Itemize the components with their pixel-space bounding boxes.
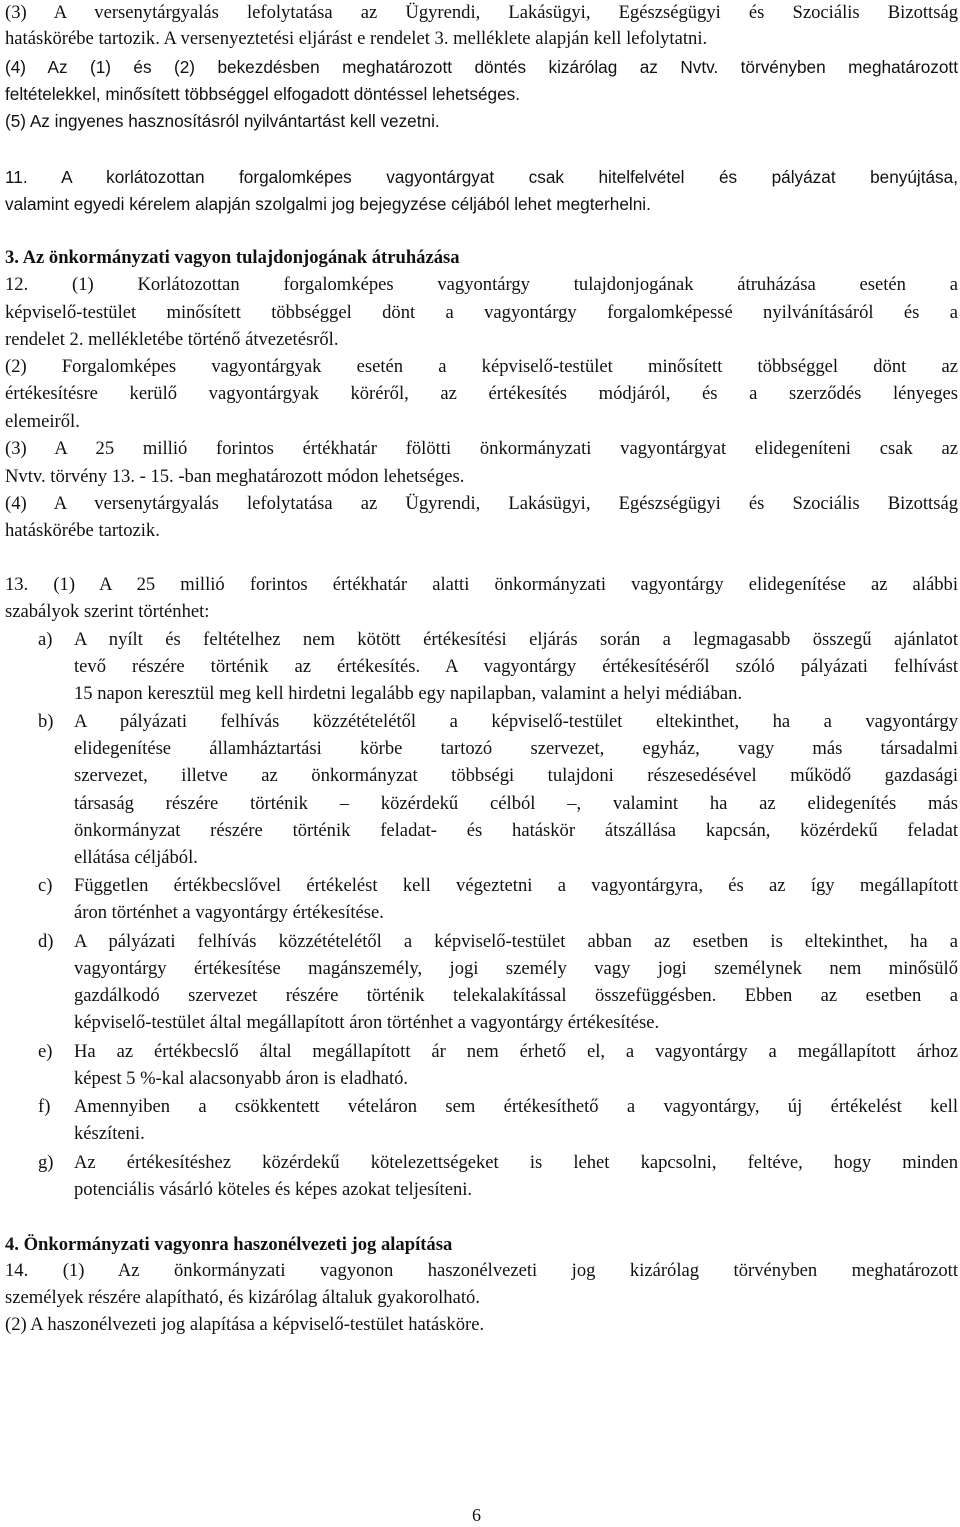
text-line: (4) A versenytárgyalás lefolytatása az Ügyrendi, Lakásügyi, Egészségügyi és Szociális Bizottság	[5, 493, 958, 514]
list-item-line: potenciális vásárló köteles és képes azokat teljesíteni.	[74, 1179, 473, 1200]
text-line: hatáskörébe tartozik.	[5, 520, 160, 541]
list-item-line: Ha az értékbecslő által megállapított ár nem érhető el, a vagyontárgy a megállapított árhoz	[74, 1041, 958, 1062]
list-item-line: gazdálkodó szervezet részére történik telekalakítással összefüggésben. Ebben az esetben a	[74, 985, 958, 1006]
list-item-line: társaság részére történik – közérdekű célból –, valamint ha az elidegenítés más	[74, 793, 958, 814]
list-item-line: elidegenítése államháztartási körbe tartozó szervezet, egyház, vagy más társadalmi	[74, 738, 958, 759]
text-line: értékesítésre kerülő vagyontárgyak köréről, az értékesítés módjáról, és a szerződés lényeges	[5, 383, 958, 404]
text-line: elemeiről.	[5, 411, 80, 432]
page-number: 6	[472, 1505, 481, 1525]
text-line: (2) Forgalomképes vagyontárgyak esetén a képviselő-testület minősített többséggel dönt az	[5, 356, 958, 377]
text-line: valamint egyedi kérelem alapján szolgalmi jog bejegyzése céljából lehet megterhelni.	[5, 194, 651, 214]
text-line: képviselő-testület minősített többséggel dönt a vagyontárgy forgalomképessé nyilvánításáról és a	[5, 302, 958, 323]
text-line: 14. (1) Az önkormányzati vagyonon haszonélvezeti jog kizárólag törvényben meghatározott	[5, 1260, 958, 1281]
list-marker: e)	[38, 1041, 53, 1062]
text-line: (3) A 25 millió forintos értékhatár fölötti önkormányzati vagyontárgyat elidegeníteni csak az	[5, 438, 958, 459]
list-item-line: szervezet, illetve az önkormányzat többségi tulajdoni részesedésével működő gazdasági	[74, 765, 958, 786]
list-item-line: tevő részére történik az értékesítés. A vagyontárgy értékesítéséről szóló pályázati felhívást	[74, 656, 958, 677]
list-item-line: A pályázati felhívás közzétételétől a képviselő-testület eltekinthet, ha a vagyontárgy	[74, 711, 958, 732]
list-marker: g)	[38, 1152, 54, 1173]
list-item-line: A nyílt és feltételhez nem kötött értékesítési eljárás során a legmagasabb összegű ajánlatot	[74, 629, 958, 650]
text-line: (5) Az ingyenes hasznosításról nyilvántartást kell vezetni.	[5, 111, 440, 131]
text-line: (2) A haszonélvezeti jog alapítása a képviselő-testület hatásköre.	[5, 1314, 485, 1335]
list-item-line: Amennyiben a csökkentett vételáron sem értékesíthető a vagyontárgy, új értékelést kell	[74, 1096, 958, 1117]
list-item-line: készíteni.	[74, 1123, 145, 1144]
text-line: Nvtv. törvény 13. - 15. -ban meghatározott módon lehetséges.	[5, 466, 465, 487]
text-line: 13. (1) A 25 millió forintos értékhatár alatti önkormányzati vagyontárgy elidegenítése az alábbi	[5, 574, 958, 595]
section-heading: 4. Önkormányzati vagyonra haszonélvezeti jog alapítása	[5, 1234, 453, 1255]
text-line: (3) A versenytárgyalás lefolytatása az Ügyrendi, Lakásügyi, Egészségügyi és Szociális Bizottság	[5, 2, 958, 23]
list-item-line: 15 napon keresztül meg kell hirdetni legalább egy napilapban, valamint a helyi médiában.	[74, 683, 743, 704]
list-item-line: önkormányzat részére történik feladat- és hatáskör átszállása kapcsán, közérdekű feladat	[74, 820, 958, 841]
list-item-line: képest 5 %-kal alacsonyabb áron is eladható.	[74, 1068, 409, 1089]
list-item-line: Független értékbecslővel értékelést kell végeztetni a vagyontárgyra, és az így megállapított	[74, 875, 958, 896]
text-line: 12. (1) Korlátozottan forgalomképes vagyontárgy tulajdonjogának átruházása esetén a	[5, 274, 958, 295]
text-line: feltételekkel, minősített többséggel elfogadott döntéssel lehetséges.	[5, 84, 521, 104]
list-item-line: A pályázati felhívás közzétételétől a képviselő-testület abban az esetben is eltekinthet, ha a	[74, 931, 958, 952]
text-line: szabályok szerint történhet:	[5, 601, 210, 622]
list-marker: d)	[38, 931, 54, 952]
list-marker: a)	[38, 629, 53, 650]
list-marker: c)	[38, 875, 53, 896]
text-line: rendelet 2. mellékletébe történő átvezetésről.	[5, 329, 339, 350]
list-item-line: képviselő-testület által megállapított áron történhet a vagyontárgy értékesítése.	[74, 1012, 660, 1033]
section-heading: 3. Az önkormányzati vagyon tulajdonjogának átruházása	[5, 247, 460, 268]
text-line: 11. A korlátozottan forgalomképes vagyontárgyat csak hitelfelvétel és pályázat benyújtása,	[5, 167, 958, 187]
list-item-line: áron történhet a vagyontárgy értékesítése.	[74, 902, 384, 923]
list-marker: b)	[38, 711, 54, 732]
list-item-line: ellátása céljából.	[74, 847, 198, 868]
text-line: hatáskörébe tartozik. A versenyeztetési eljárást e rendelet 3. melléklete alapján kell lefolytatni.	[5, 28, 708, 49]
text-line: személyek részére alapítható, és kizárólag általuk gyakorolható.	[5, 1287, 480, 1308]
text-line: (4) Az (1) és (2) bekezdésben meghatározott döntés kizárólag az Nvtv. törvényben meghatározott	[5, 57, 958, 77]
list-marker: f)	[38, 1096, 51, 1117]
list-item-line: Az értékesítéshez közérdekű kötelezettségeket is lehet kapcsolni, feltéve, hogy minden	[74, 1152, 958, 1173]
list-item-line: vagyontárgy értékesítése magánszemély, jogi személy vagy jogi személynek nem minősülő	[74, 958, 958, 979]
